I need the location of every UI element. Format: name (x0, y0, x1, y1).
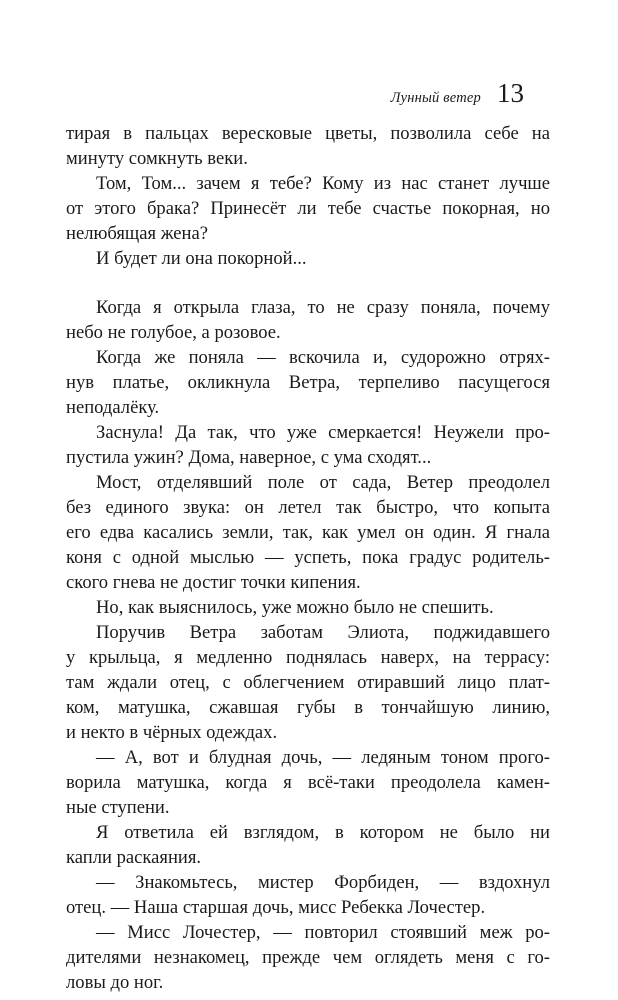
text-line: и некто в чёрных одеждах. (66, 722, 278, 743)
text-line: там ждали отец, с облегчением отиравший лицо плат- (66, 672, 550, 693)
text-line: дителями незнакомец, прежде чем оглядеть меня с го- (66, 947, 550, 968)
text-line: ные ступени. (66, 797, 170, 818)
text-line: нув платье, окликнула Ветра, терпеливо пасущегося (66, 372, 550, 393)
text-line: тирая в пальцах вересковые цветы, позволила себе на (66, 123, 550, 144)
text-line: — Знакомьтесь, мистер Форбиден, — вздохнул (96, 872, 550, 893)
text-line: отец. — Наша старшая дочь, мисс Ребекка Лочестер. (66, 897, 486, 918)
page-header (391, 80, 524, 107)
text-line: от этого брака? Принесёт ли тебе счастье покорная, но (66, 198, 550, 219)
text-line: нелюбящая жена? (66, 223, 209, 244)
text-line: у крыльца, я медленно поднялась наверх, на террасу: (66, 647, 550, 668)
text-line: его едва касались земли, так, как умел он один. Я гнала (66, 522, 550, 543)
text-line: небо не голубое, а розовое. (66, 322, 281, 343)
text-line: неподалёку. (66, 397, 160, 418)
text-line: Поручив Ветра заботам Элиота, поджидавшего (96, 622, 550, 643)
text-line: ком, матушка, сжавшая губы в тончайшую линию, (66, 697, 550, 718)
text-line: Когда я открыла глаза, то не сразу поняла, почему (96, 297, 550, 318)
text-line: пустила ужин? Дома, наверное, с ума сходят... (66, 447, 432, 468)
text-line: минуту сомкнуть веки. (66, 148, 248, 169)
text-line: Том, Том... зачем я тебе? Кому из нас станет лучше (96, 173, 550, 194)
text-line: Когда же поняла — вскочила и, судорожно отрях- (96, 347, 550, 368)
text-line: — Мисс Лочестер, — повторил стоявший меж ро- (96, 922, 550, 943)
text-line: капли раскаяния. (66, 847, 202, 868)
section-break (66, 271, 550, 295)
text-line: без единого звука: он летел так быстро, что копыта (66, 497, 550, 518)
running-title: Лунный ветер (390, 90, 481, 106)
text-line: ского гнева не достиг точки кипения. (66, 572, 361, 593)
text-line: ловы до ног. (66, 972, 164, 993)
body-text (66, 121, 550, 995)
text-line: Заснула! Да так, что уже смеркается! Неужели про- (96, 422, 550, 443)
text-line: — А, вот и блудная дочь, — ледяным тоном прого- (96, 747, 550, 768)
page-number: 13 (497, 78, 524, 108)
text-line: Но, как выяснилось, уже можно было не спешить. (96, 597, 494, 618)
text-line: ворила матушка, когда я всё-таки преодолела камен- (66, 772, 550, 793)
text-line: Мост, отделявший поле от сада, Ветер преодолел (96, 472, 550, 493)
text-line: И будет ли она покорной... (96, 248, 307, 269)
text-line: коня с одной мыслью — успеть, пока градус родитель- (66, 547, 550, 568)
text-line: Я ответила ей взглядом, в котором не было ни (96, 822, 550, 843)
